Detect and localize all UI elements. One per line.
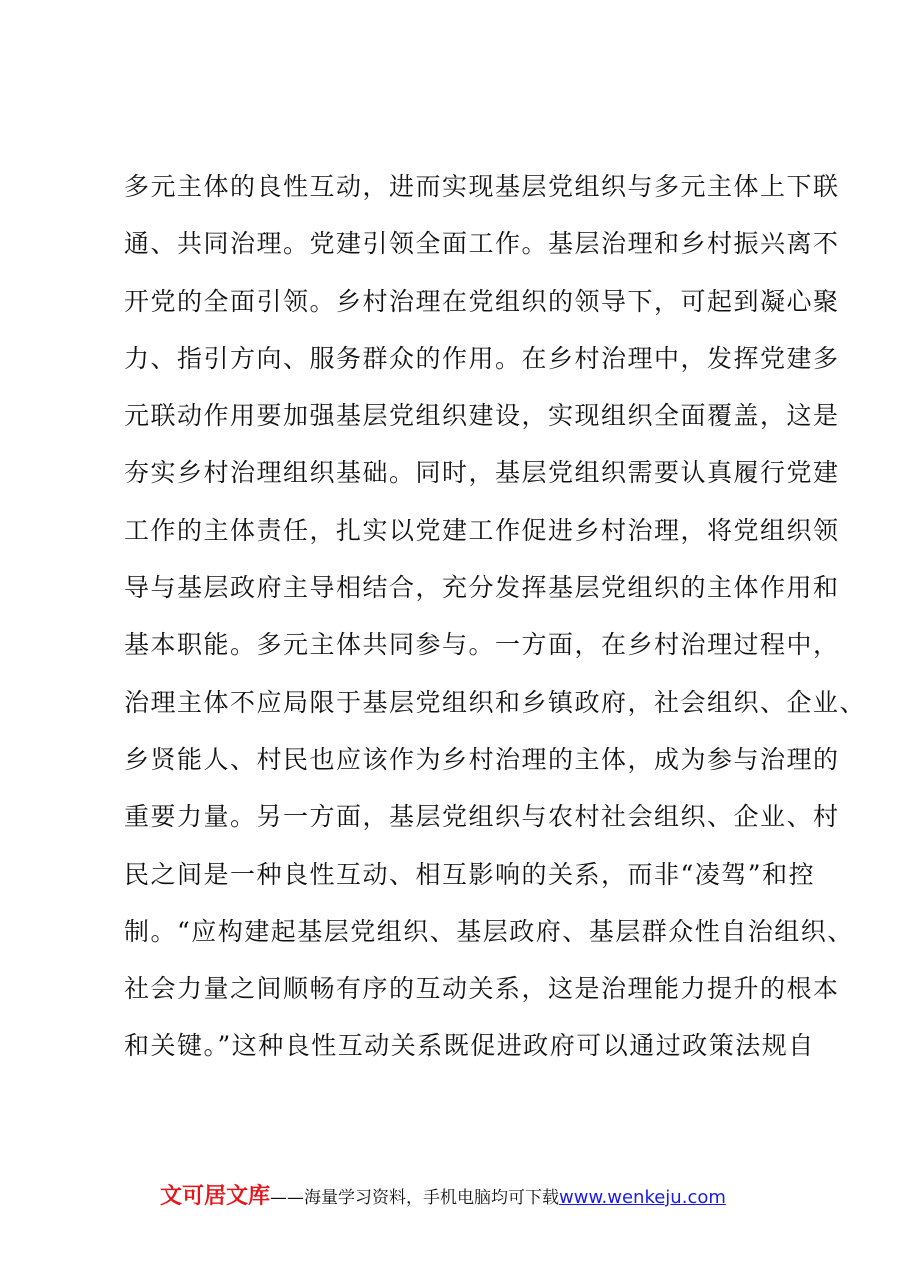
footer	[160, 1180, 860, 1214]
body-text	[124, 158, 867, 1075]
text-line: 基本职能。多元主体共同参与。一方面，在乡村治理过程中，	[124, 630, 840, 660]
footer-link[interactable]: www.wenkeju.com	[559, 1187, 726, 1208]
text-line: 夯实乡村治理组织基础。同时，基层党组织需要认真履行党建	[124, 458, 840, 488]
footer-brand: 文可居文库	[160, 1184, 271, 1209]
text-line: 多元主体的良性互动，进而实现基层党组织与多元主体上下联	[124, 172, 840, 201]
text-line: 力、指引方向、服务群众的作用。在乡村治理中，发挥党建多	[124, 343, 840, 373]
text-line: 元联动作用要加强基层党组织建设，实现组织全面覆盖，这是	[124, 401, 840, 431]
text-line: 民之间是一种良性互动、相互影响的关系，而非“凌驾”和控	[124, 859, 816, 889]
text-line: 开党的全面引领。乡村治理在党组织的领导下，可起到凝心聚	[124, 286, 840, 316]
footer-tagline: ——海量学习资料，手机电脑均可下载	[270, 1188, 560, 1208]
text-line: 乡贤能人、村民也应该作为乡村治理的主体，成为参与治理的	[124, 744, 840, 774]
text-line: 导与基层政府主导相结合，充分发挥基层党组织的主体作用和	[124, 573, 840, 603]
text-line: 重要力量。另一方面，基层党组织与农村社会组织、企业、村	[124, 802, 840, 832]
text-line: 治理主体不应局限于基层党组织和乡镇政府，社会组织、企业、	[124, 687, 867, 717]
text-line: 和关键。”这种良性互动关系既促进政府可以通过政策法规自	[124, 1031, 815, 1061]
text-line: 制。“应构建起基层党组织、基层政府、基层群众性自治组织、	[124, 916, 854, 946]
text-line: 通、共同治理。党建引领全面工作。基层治理和乡村振兴离不	[124, 229, 840, 259]
text-line: 社会力量之间顺畅有序的互动关系，这是治理能力提升的根本	[124, 974, 840, 1004]
text-line: 工作的主体责任，扎实以党建工作促进乡村治理，将党组织领	[124, 515, 840, 545]
